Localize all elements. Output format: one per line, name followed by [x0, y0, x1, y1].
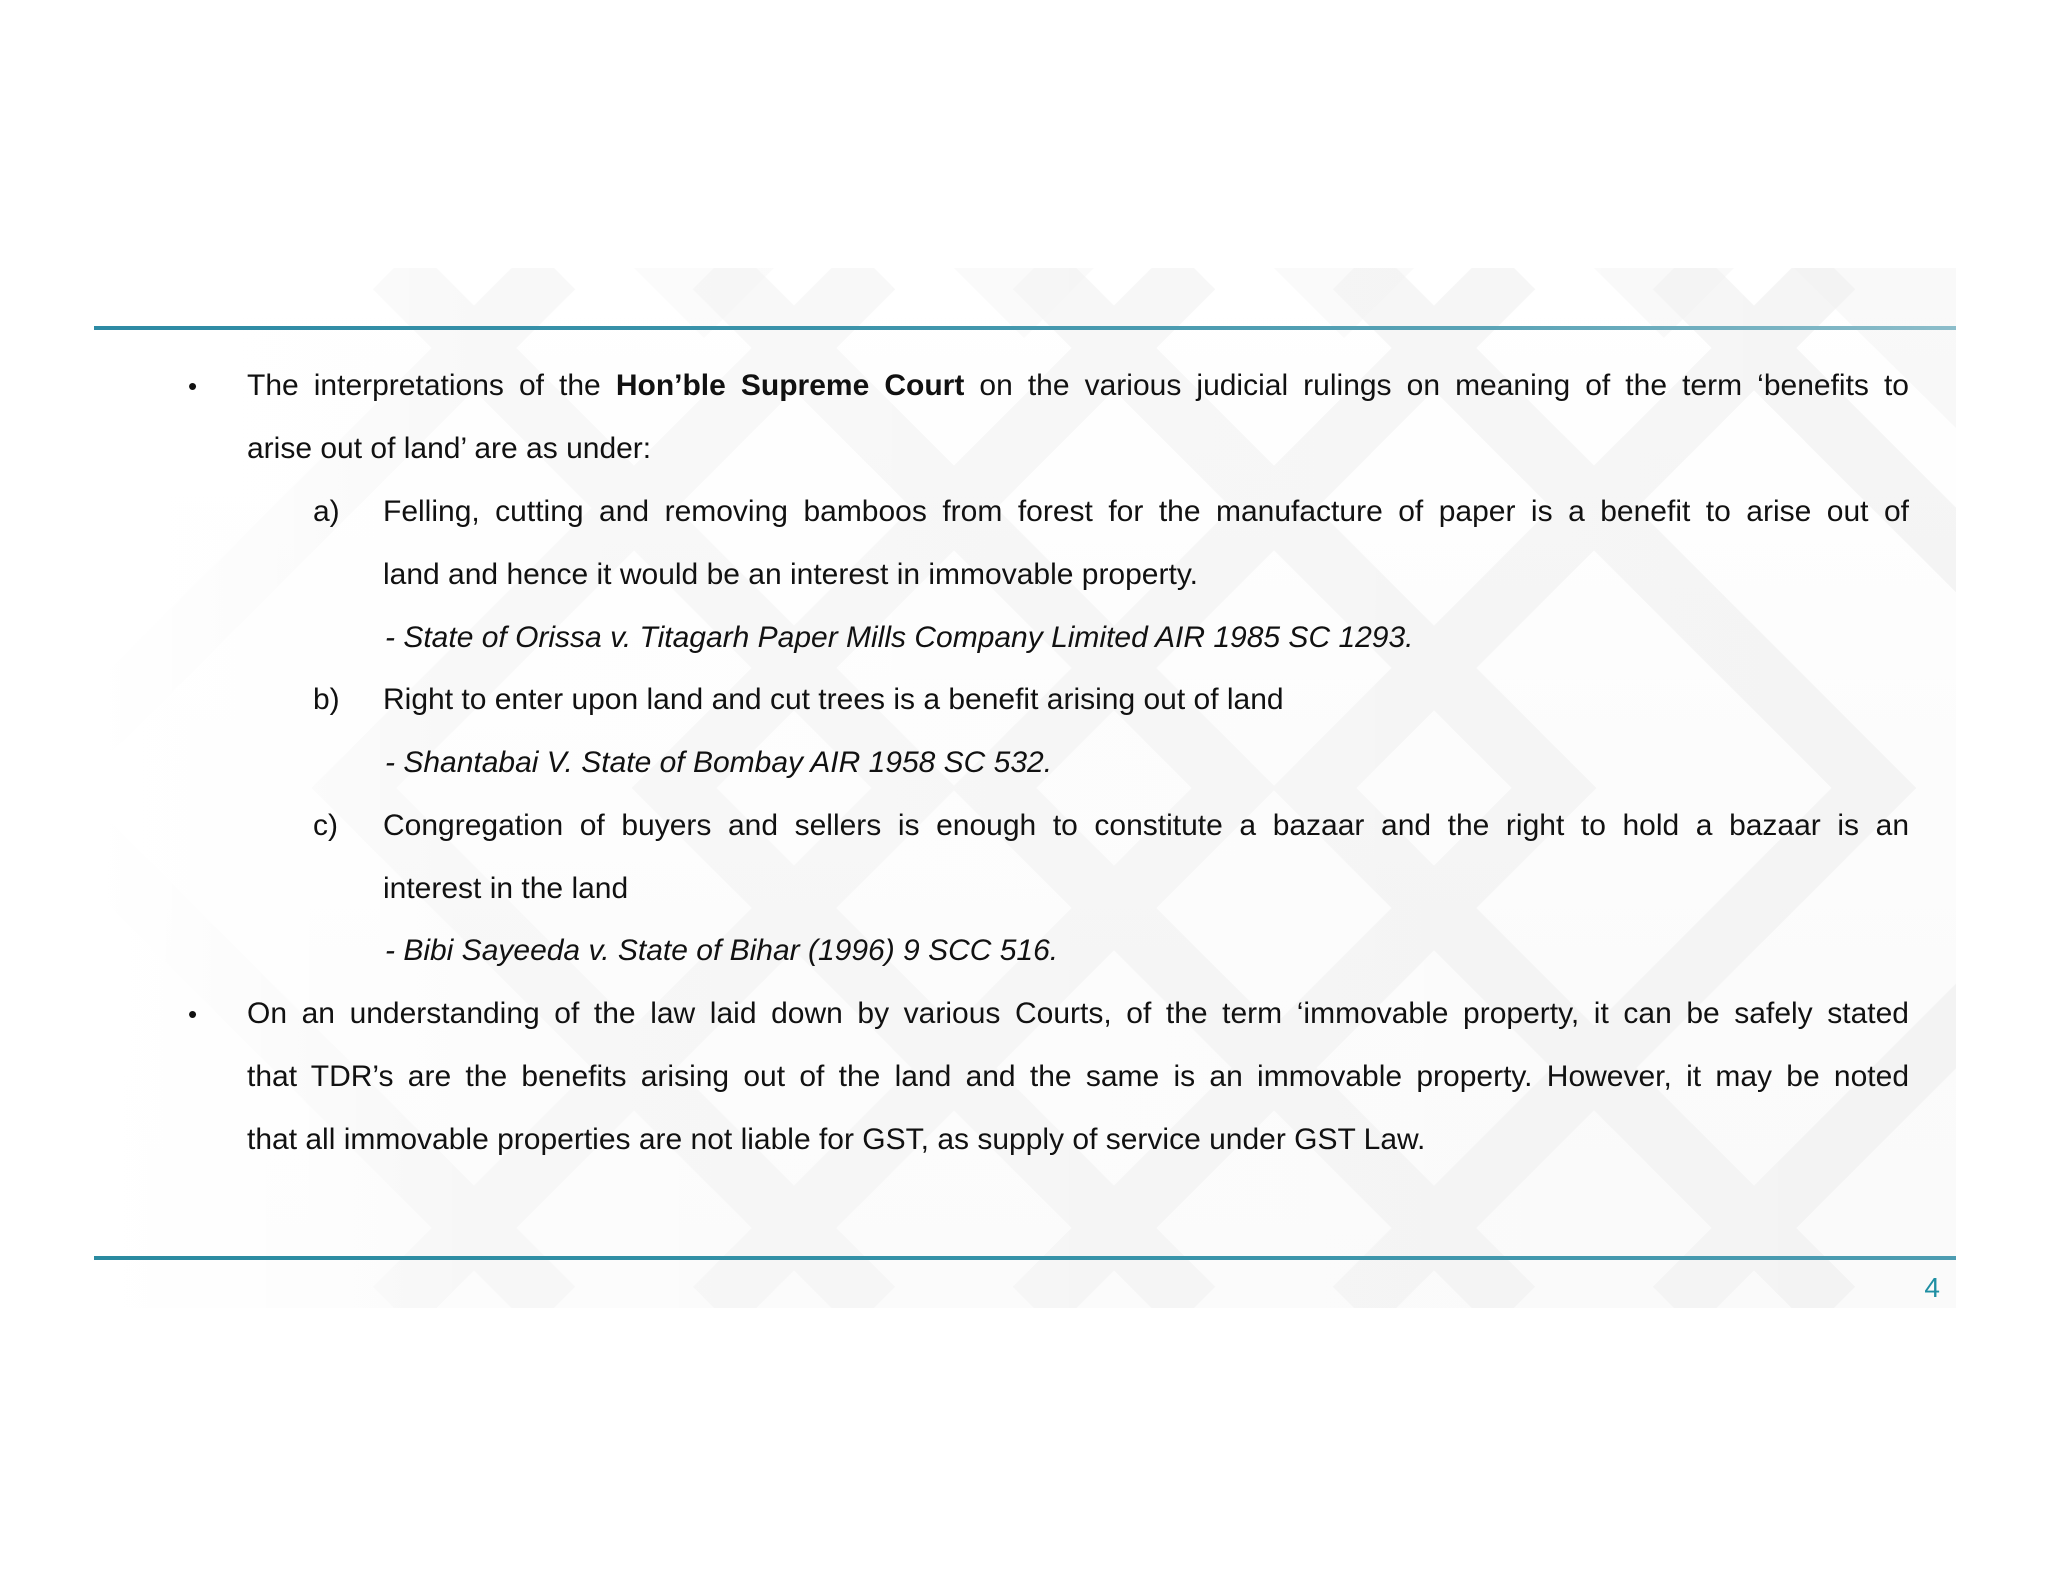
supreme-court-bold: Hon’ble Supreme Court: [615, 369, 965, 402]
item-b-line1: Right to enter upon land and cut trees is a benefit arising out of land: [383, 683, 1284, 716]
bullet-marker: •: [188, 999, 198, 1029]
footer-divider: [94, 1256, 1956, 1260]
bullet1-line1: [247, 366, 1909, 406]
bullet2-line3: that all immovable properties are not liable for GST, as supply of service under GST Law.: [247, 1123, 1426, 1156]
item-a-line2: land and hence it would be an interest in immovable property.: [383, 558, 1198, 591]
bullet1-text-pre: The interpretations of the: [247, 369, 616, 402]
bullet-marker: •: [188, 371, 198, 401]
bullet2-line2: that TDR’s are the benefits arising out of the land and the same is an immovable property. However, it may be noted: [247, 1060, 1909, 1093]
bullet1-line2: arise out of land’ are as under:: [247, 432, 652, 465]
bullet1-text-post: on the various judicial rulings on meaning of the term ‘benefits to: [964, 369, 1909, 402]
item-c-line2: interest in the land: [383, 872, 629, 905]
bullet2-line1: On an understanding of the law laid down by various Courts, of the term ‘immovable property, it can be safely stated: [247, 997, 1909, 1030]
page-number: 4: [1924, 1272, 1940, 1303]
item-a-citation: - State of Orissa v. Titagarh Paper Mills Company Limited AIR 1985 SC 1293.: [385, 621, 1414, 654]
item-c-line1: Congregation of buyers and sellers is enough to constitute a bazaar and the right to hold a bazaar is an: [383, 809, 1909, 842]
item-c-citation: - Bibi Sayeeda v. State of Bihar (1996) 9 SCC 516.: [385, 934, 1059, 967]
item-a-line1: Felling, cutting and removing bamboos from forest for the manufacture of paper is a benefit to arise out of: [383, 495, 1909, 528]
item-b-citation: - Shantabai V. State of Bombay AIR 1958 SC 532.: [385, 746, 1053, 779]
item-b-marker: b): [313, 683, 340, 716]
item-a-marker: a): [313, 495, 340, 528]
item-c-marker: c): [313, 809, 338, 842]
